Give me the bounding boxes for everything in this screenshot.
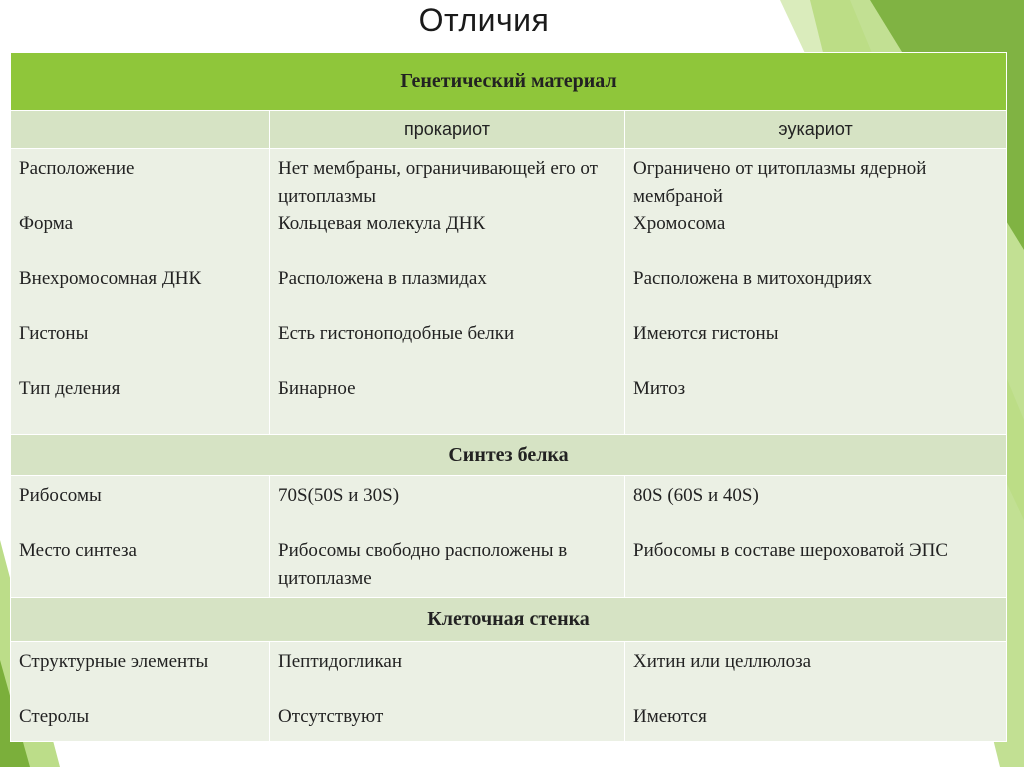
row-value: 70S(50S и 30S)	[278, 485, 400, 506]
table-row-group	[11, 149, 1007, 435]
row-value: Пептидогликан	[278, 651, 402, 672]
row-label: Стеролы	[19, 706, 90, 727]
row-value: 80S (60S и 40S)	[633, 485, 759, 506]
row-value: Хромосома	[633, 213, 726, 234]
row-label: Структурные элементы	[19, 651, 209, 672]
section-header-row	[11, 598, 1007, 642]
prokaryote-cell	[270, 149, 625, 435]
column-header-eukaryote: эукариот	[625, 111, 1007, 149]
eukaryote-cell	[625, 149, 1007, 435]
label-cell	[11, 476, 270, 598]
eukaryote-cell	[625, 642, 1007, 742]
slide-title: Отличия	[418, 2, 550, 38]
row-value: Имеются гистоны	[633, 323, 779, 344]
row-value: Рибосомы свободно расположены в цитоплазме	[278, 540, 568, 589]
label-cell	[11, 642, 270, 742]
prokaryote-cell	[270, 476, 625, 598]
section-title: Синтез белка	[11, 435, 1007, 476]
comparison-table	[10, 52, 1007, 742]
row-value: Бинарное	[278, 378, 356, 399]
prokaryote-cell	[270, 642, 625, 742]
row-value: Рибосомы в составе шероховатой ЭПС	[633, 540, 948, 561]
row-value: Имеются	[633, 706, 707, 727]
row-value: Расположена в митохондриях	[633, 268, 873, 289]
section-header-row	[11, 53, 1007, 111]
row-value: Есть гистоноподобные белки	[278, 323, 515, 344]
table-row-group	[11, 642, 1007, 742]
column-header-empty	[11, 111, 270, 149]
row-label: Гистоны	[19, 323, 89, 344]
row-value: Отсутствуют	[278, 706, 384, 727]
row-label: Расположение	[19, 158, 135, 179]
row-label: Внехромосомная ДНК	[19, 268, 202, 289]
eukaryote-cell	[625, 476, 1007, 598]
row-value: Нет мембраны, ограничивающей его от цитоплазмы	[278, 158, 598, 207]
row-value: Ограничено от цитоплазмы ядерной мембраной	[633, 158, 927, 207]
section-title: Клеточная стенка	[11, 598, 1007, 642]
row-label: Рибосомы	[19, 485, 102, 506]
row-label: Тип деления	[19, 378, 121, 399]
row-value: Хитин или целлюлоза	[633, 651, 812, 672]
column-header-row	[11, 111, 1007, 149]
section-title: Генетический материал	[11, 53, 1007, 111]
row-label: Форма	[19, 213, 74, 234]
row-value: Расположена в плазмидах	[278, 268, 487, 289]
section-header-row	[11, 435, 1007, 476]
row-value: Кольцевая молекула ДНК	[278, 213, 486, 234]
table-row-group	[11, 476, 1007, 598]
row-value: Митоз	[633, 378, 686, 399]
row-label: Место синтеза	[19, 540, 137, 561]
column-header-prokaryote: прокариот	[270, 111, 625, 149]
label-cell	[11, 149, 270, 435]
